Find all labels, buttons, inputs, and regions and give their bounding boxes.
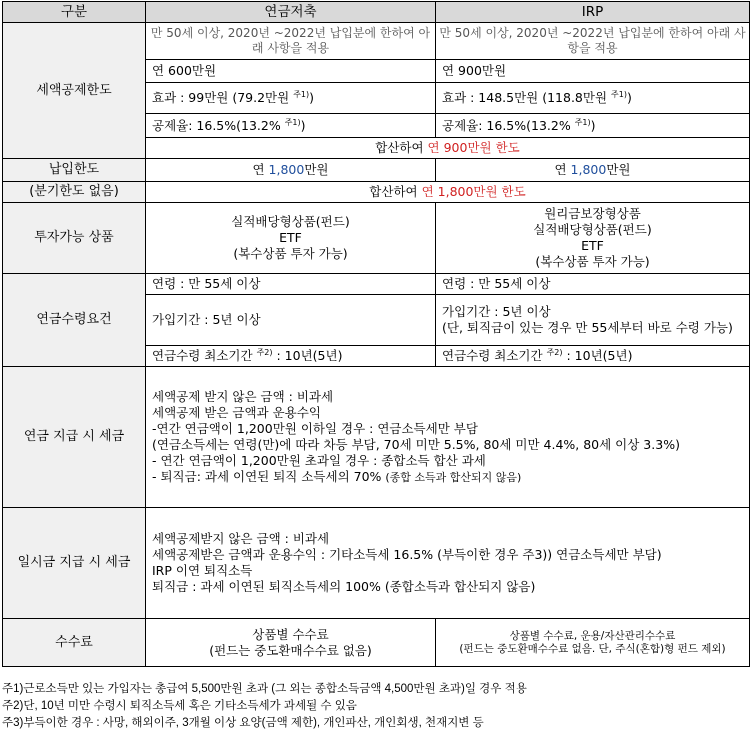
pension-tax-line: (연금소득세는 연령(만)에 따라 차등 부담, 70세 미만 5.5%, 80세 미만 4.4%, 80세 이상 3.3%): [152, 437, 680, 452]
lump-sum-line: 세액공제받지 않은 금액 : 비과세: [152, 531, 330, 546]
lump-sum-tax-content: [146, 508, 750, 619]
period-irp-line1: 가입기간 : 5년 이상: [442, 304, 551, 319]
footnote-3: 주3)부득이한 경우 : 사망, 해외이주, 3개월 이상 요양(금액 제한), 개인파산, 개인회생, 천재지변 등: [2, 717, 484, 729]
pension-tax-line: -연간 연금액이 1,200만원 이하일 경우 : 연금소득세만 부담: [152, 421, 478, 436]
payment-limit-sub-row: [3, 182, 750, 203]
fees-line: 상품별 수수료, 운용/자산관리수수료: [509, 629, 676, 642]
tax-credit-combined: [146, 138, 750, 159]
fees-row: [3, 619, 750, 667]
tax-credit-rate-irp: 공제율: 16.5%(13.2% $^{주1)}$): [436, 114, 750, 138]
combined-prefix: 합산하여: [369, 184, 418, 199]
pension-tax-label: 연금 지급 시 세금: [3, 367, 146, 508]
combined-highlight: 연 900만원 한도: [427, 140, 520, 155]
payment-limit-row: [3, 159, 750, 182]
tax-credit-note-irp: 만 50세 이상, 2020년 ~2022년 납입분에 한하여 아래 사항을 적용: [436, 23, 750, 60]
product-line: ETF: [581, 238, 604, 253]
rate-ps-text: 공제율: 16.5%(13.2%: [152, 117, 281, 133]
pension-tax-line: [152, 469, 743, 485]
comparison-table: [2, 1, 750, 667]
payment-limit-label: 납입한도: [3, 159, 146, 182]
tax-credit-row: [3, 23, 750, 60]
effect-ps-text: 효과 : 99만원 (79.2만원: [152, 90, 290, 105]
combined-prefix: 합산하여: [375, 140, 424, 155]
header-irp: IRP: [436, 2, 750, 23]
tax-credit-effect-irp: 효과 : 148.5만원 (118.8만원 $^{주1)}$): [436, 83, 750, 114]
footnote-2-mark: 주2): [256, 348, 273, 357]
effect-irp-text: 효과 : 148.5만원 (118.8만원: [442, 90, 608, 105]
product-line: 실적배당형상품(펀드): [533, 222, 652, 237]
pension-req-period-ps: 가입기간 : 5년 이상: [146, 295, 436, 346]
lump-sum-tax-row: [3, 508, 750, 619]
lump-sum-line: 세액공제받은 금액과 운용수익 : 기타소득세 16.5% (부득이한 경우 주3)) 연금소득세만 부담): [152, 547, 662, 562]
min-period-value: : 10년(5년): [276, 348, 343, 363]
pension-req-period-irp: [436, 295, 750, 346]
min-period-text: 연금수령 최소기간: [442, 348, 543, 363]
footnote-1-mark: 주1): [574, 117, 591, 127]
irp-prefix: 연: [554, 162, 567, 177]
footnote-1-mark: 주1): [293, 90, 310, 99]
footnote-1-mark: 주1): [284, 117, 301, 127]
footnote-2-mark: 주2): [546, 348, 563, 357]
products-irp: [436, 203, 750, 274]
tax-credit-rate-ps: 공제율: 16.5%(13.2% $^{주1)}$): [146, 114, 436, 138]
ps-prefix: 연: [252, 162, 265, 177]
min-period-text: 연금수령 최소기간: [152, 348, 253, 363]
footnotes: [2, 681, 527, 732]
ps-amount: 1,800: [268, 162, 305, 177]
pension-tax-last: - 퇴직금: 과세 이연된 퇴직 소득세의 70%: [152, 469, 382, 484]
product-line: 실적배당형상품(펀드): [231, 214, 350, 229]
tax-credit-effect-ps: 효과 : 99만원 (79.2만원 $^{주1)}$): [146, 83, 436, 114]
tax-credit-limit-ps: 연 600만원: [146, 60, 436, 83]
products-ps: [146, 203, 436, 274]
product-line: (복수상품 투자 가능): [535, 254, 650, 269]
footnote-2: 주2)단, 10년 미만 수령시 퇴직소득세 혹은 기타소득세가 과세될 수 있음: [2, 700, 357, 712]
pension-req-age-row: [3, 274, 750, 295]
lump-sum-line: 퇴직금 : 과세 이연된 퇴직소득세의 100% (종합소득과 합산되지 않음): [152, 579, 536, 594]
pension-req-age-irp: 연령 : 만 55세 이상: [436, 274, 750, 295]
irp-unit: 만원: [606, 162, 631, 177]
fees-line: 상품별 수수료: [252, 626, 329, 642]
pension-tax-content: [146, 367, 750, 508]
pension-tax-row: [3, 367, 750, 508]
pension-req-min-irp: [436, 346, 750, 367]
pension-tax-line: 세액공제 받지 않은 금액 : 비과세: [152, 389, 334, 404]
fees-label: 수수료: [3, 619, 146, 667]
products-label: 투자가능 상품: [3, 203, 146, 274]
combined-highlight: 연 1,800만원 한도: [421, 184, 526, 199]
footnote-1: 주1)근로소득만 있는 가입자는 총급여 5,500만원 초과 (그 외는 종합소득금액 4,500만원 초과)일 경우 적용: [2, 683, 527, 695]
product-line: ETF: [279, 230, 302, 245]
irp-amount: 1,800: [570, 162, 607, 177]
tax-credit-limit-irp: 연 900만원: [436, 60, 750, 83]
pension-req-label: 연금수령요건: [3, 274, 146, 367]
products-row: [3, 203, 750, 274]
payment-limit-ps: [146, 159, 436, 182]
product-line: (복수상품 투자 가능): [233, 246, 348, 261]
pension-req-min-ps: [146, 346, 436, 367]
min-period-value: : 10년(5년): [566, 348, 633, 363]
fees-irp: [436, 619, 750, 667]
tax-credit-label: 세액공제한도: [3, 23, 146, 159]
tax-credit-note-ps: 만 50세 이상, 2020년 ~2022년 납입분에 한하여 아래 사항을 적용: [146, 23, 436, 60]
payment-limit-irp: [436, 159, 750, 182]
lump-sum-tax-label: 일시금 지급 시 세금: [3, 508, 146, 619]
pension-tax-line: 세액공제 받은 금액과 운용수익: [152, 405, 321, 420]
pension-req-age-ps: 연령 : 만 55세 이상: [146, 274, 436, 295]
ps-unit: 만원: [304, 162, 329, 177]
header-category: 구분: [3, 2, 146, 23]
header-pension-savings: 연금저축: [146, 2, 436, 23]
lump-sum-line: IRP 이연 퇴직소득: [152, 563, 253, 578]
payment-limit-combined: [146, 182, 750, 203]
fees-line: (펀드는 중도환매수수료 없음. 단, 주식(혼합)형 펀드 제외): [459, 642, 726, 655]
payment-limit-sublabel: (분기한도 없음): [3, 182, 146, 203]
pension-tax-line: - 연간 연금액이 1,200만원 초과일 경우 : 종합소득 합산 과세: [152, 453, 486, 468]
fees-line: (펀드는 중도환매수수료 없음): [209, 642, 372, 658]
footnote-1-mark: 주1): [611, 90, 627, 99]
header-row: [3, 2, 750, 23]
rate-irp-text: 공제율: 16.5%(13.2%: [442, 117, 571, 133]
product-line: 원리금보장형상품: [544, 206, 641, 221]
period-irp-line2: (단, 퇴직금이 있는 경우 만 55세부터 바로 수령 가능): [442, 320, 733, 335]
fees-ps: [146, 619, 436, 667]
pension-tax-last-small: (종합 소득과 합산되지 않음): [385, 471, 522, 484]
